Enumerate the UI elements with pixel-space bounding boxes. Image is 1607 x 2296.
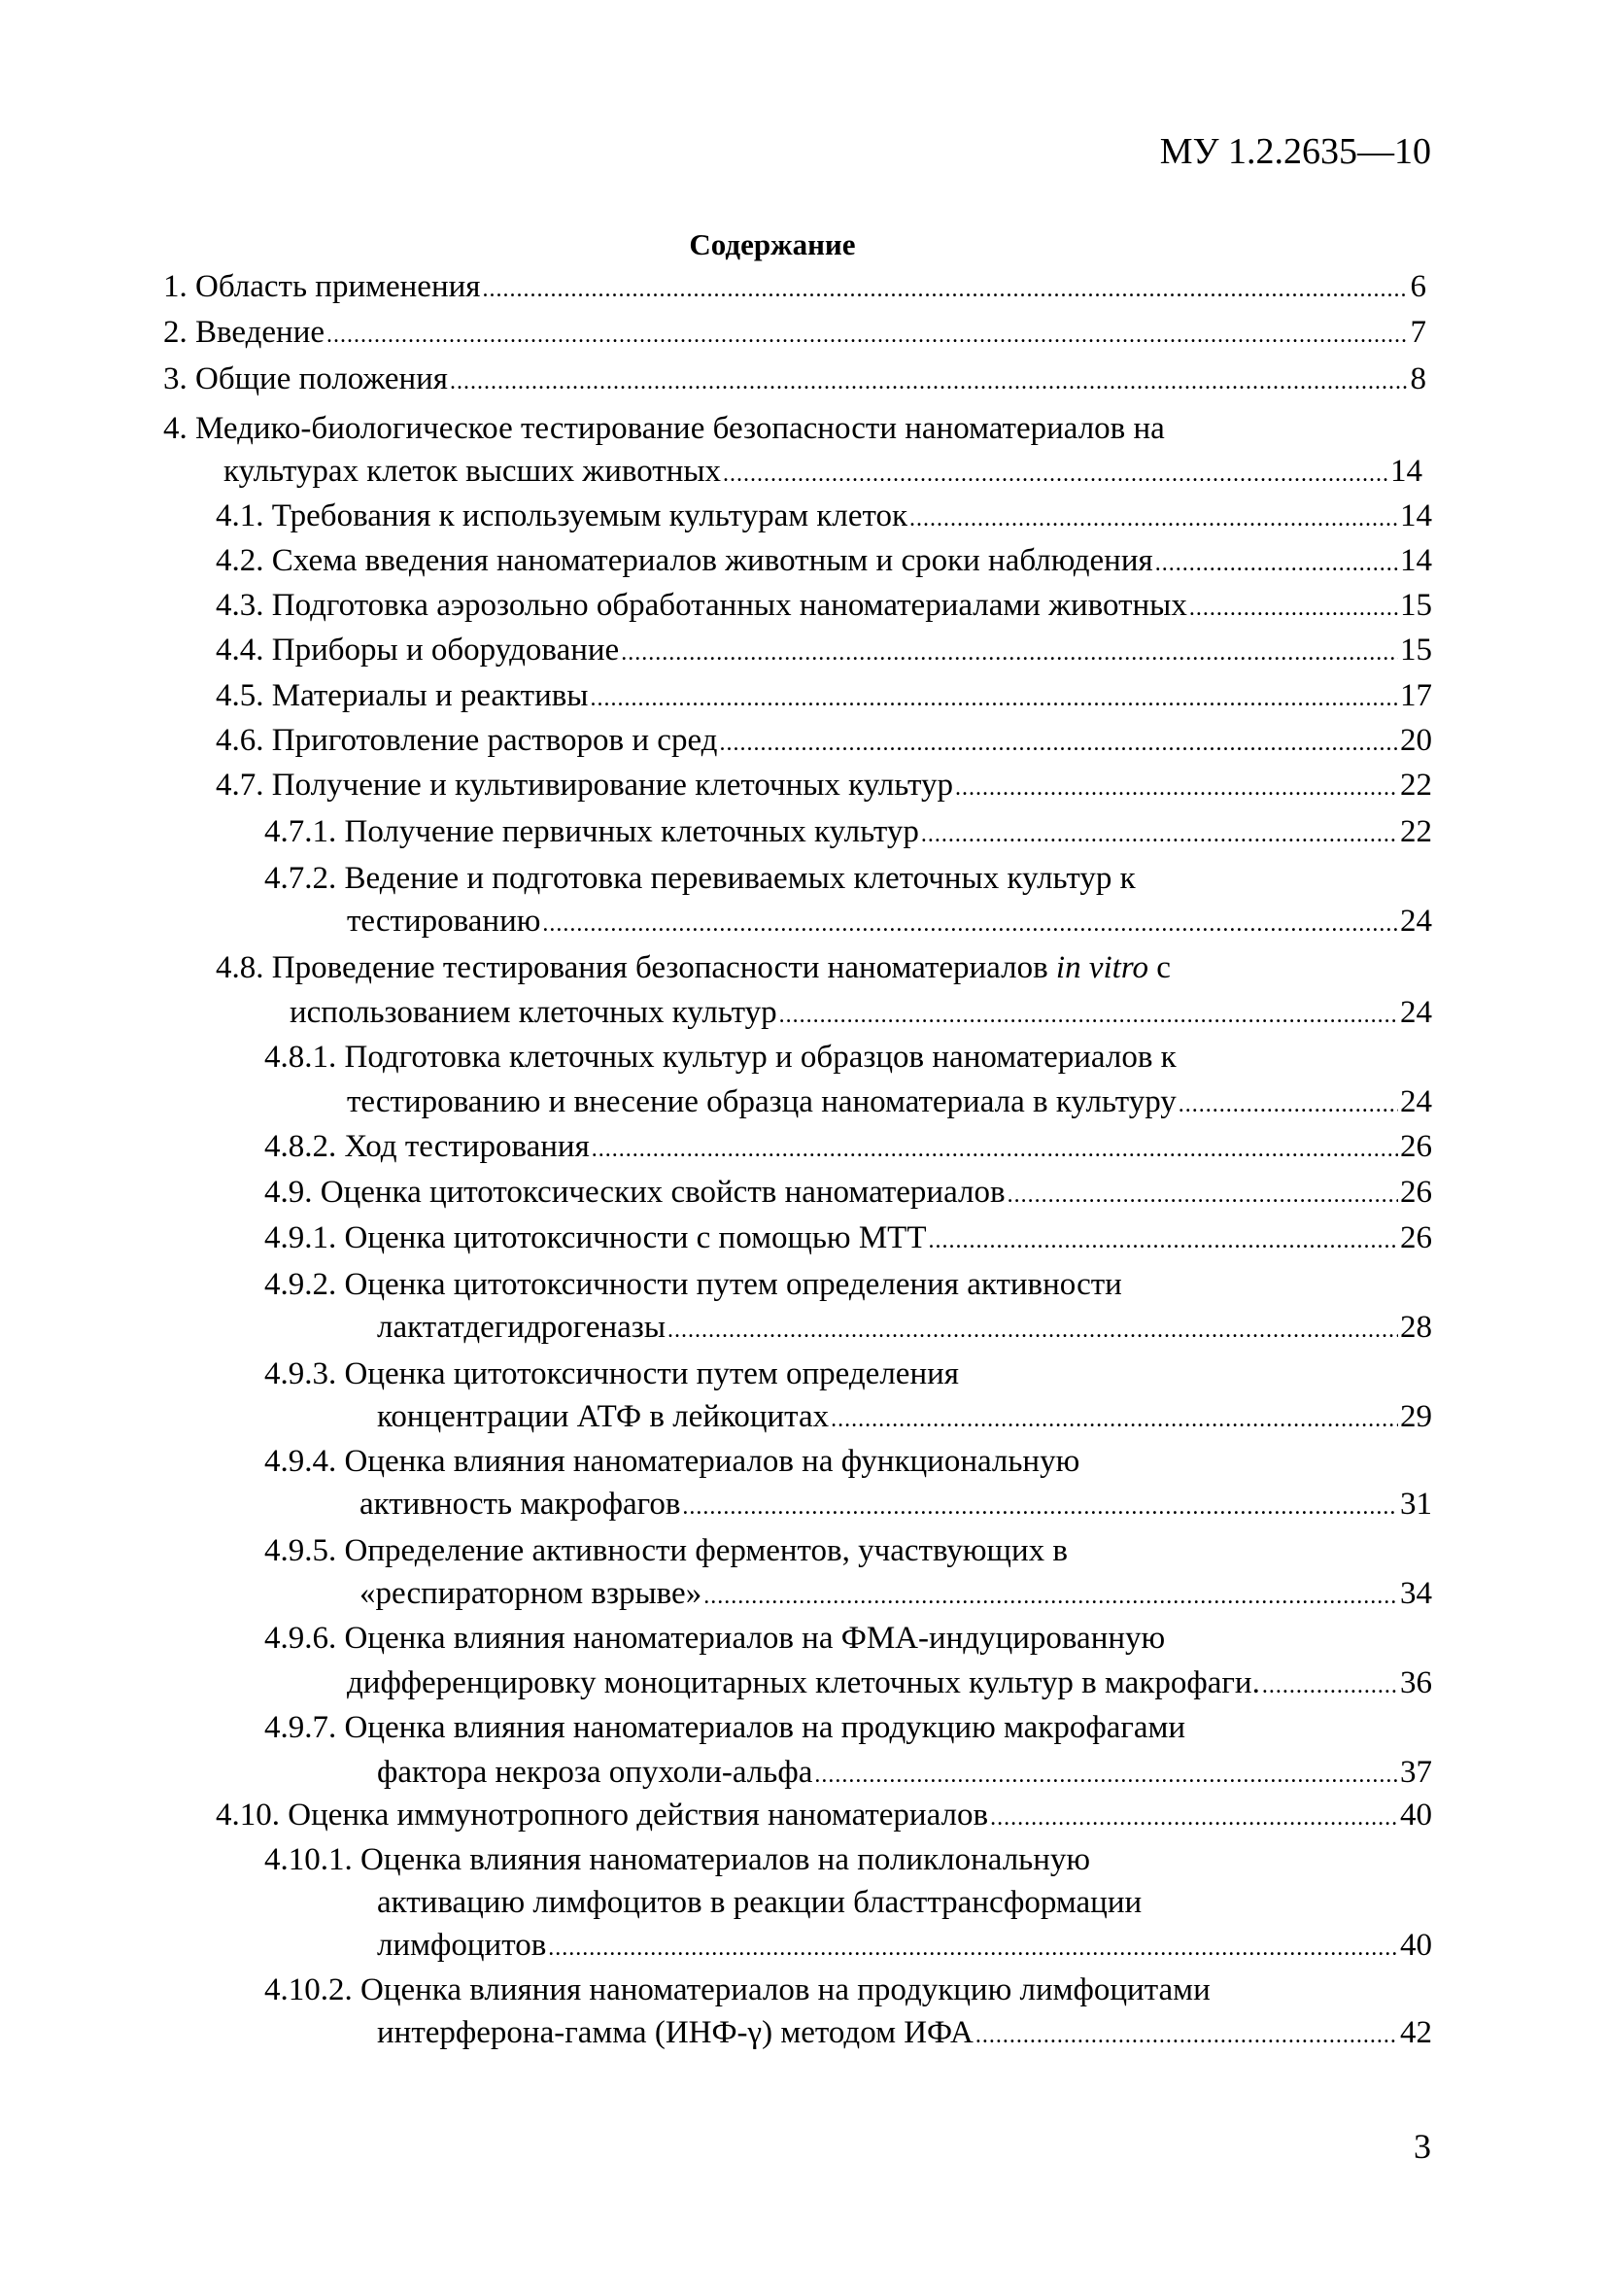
dot-leader bbox=[621, 641, 1398, 665]
toc-entry bbox=[264, 1042, 1432, 1074]
toc-entry-text: 4.7. Получение и культивирование клеточных культур bbox=[216, 768, 954, 803]
dot-leader bbox=[814, 1764, 1398, 1787]
toc-entry-text: интерферона-гамма (ИНФ-γ) методом ИФА bbox=[377, 2015, 974, 2050]
toc-entry-text: активность макрофагов bbox=[359, 1487, 681, 1522]
toc-entry-text: 4.7.1. Получение первичных клеточных культур bbox=[264, 814, 919, 849]
toc-entry bbox=[216, 952, 1432, 984]
toc-page-number: 7 bbox=[1410, 315, 1426, 350]
toc-page-number: 31 bbox=[1400, 1487, 1432, 1522]
toc-page-number: 36 bbox=[1400, 1665, 1432, 1700]
toc-page-number: 40 bbox=[1400, 1798, 1432, 1833]
toc-page-number: 24 bbox=[1400, 995, 1432, 1030]
toc-entry-text: 4. Медико-биологическое тестирование безопасности наноматериалов на bbox=[163, 411, 1165, 446]
toc-entry bbox=[264, 1844, 1432, 1876]
toc-entry bbox=[163, 413, 1426, 445]
toc-entry bbox=[216, 770, 1432, 802]
toc-page-number: 34 bbox=[1400, 1576, 1432, 1611]
toc-entry-text: 4.10.1. Оценка влияния наноматериалов на поликлональную bbox=[264, 1842, 1091, 1877]
toc-entry-continuation bbox=[377, 1401, 1432, 1433]
toc-page-number: 22 bbox=[1400, 814, 1432, 849]
toc-entry bbox=[264, 816, 1432, 848]
toc-entry-continuation bbox=[377, 1312, 1432, 1344]
toc-entry-continuation bbox=[377, 2017, 1432, 2049]
toc-page-number: 26 bbox=[1400, 1175, 1432, 1210]
toc-page-number: 15 bbox=[1400, 633, 1432, 668]
toc-entry-continuation bbox=[377, 1757, 1432, 1789]
toc-entry-continuation bbox=[223, 456, 1422, 488]
toc-page-number: 28 bbox=[1400, 1310, 1432, 1345]
dot-leader bbox=[955, 776, 1398, 800]
toc-entry-text: дифференцировку моноцитарных клеточных культур в макрофаги. bbox=[347, 1665, 1260, 1700]
toc-entry bbox=[163, 271, 1426, 303]
toc-entry-text: 4.9.7. Оценка влияния наноматериалов на продукцию макрофагами bbox=[264, 1710, 1186, 1745]
toc-entry bbox=[216, 500, 1432, 532]
toc-entry-text: 4.9.5. Определение активности ферментов, участвующих в bbox=[264, 1533, 1068, 1568]
toc-entry-text: 4.9.3. Оценка цитотоксичности путем определения bbox=[264, 1356, 959, 1391]
toc-entry bbox=[264, 1177, 1432, 1209]
dot-leader bbox=[542, 912, 1398, 936]
dot-leader bbox=[703, 1585, 1398, 1608]
toc-entry-text: 4.4. Приборы и оборудование bbox=[216, 633, 620, 668]
dot-leader bbox=[548, 1936, 1398, 1960]
toc-entry bbox=[264, 1712, 1432, 1744]
toc-page-number: 20 bbox=[1400, 723, 1432, 758]
toc-entry-text: концентрации АТФ в лейкоцитах bbox=[377, 1399, 830, 1434]
toc-entry-text: использованием клеточных культур bbox=[290, 995, 777, 1030]
toc-entry bbox=[216, 1799, 1432, 1832]
toc-entry-text: 2. Введение bbox=[163, 315, 325, 350]
dot-leader bbox=[1155, 552, 1398, 575]
toc-page-number: 24 bbox=[1400, 1084, 1432, 1119]
toc-entry-text: лактатдегидрогеназы bbox=[377, 1310, 666, 1345]
toc-page-number: 15 bbox=[1400, 588, 1432, 623]
dot-leader bbox=[990, 1806, 1398, 1830]
toc-page-number: 8 bbox=[1410, 361, 1426, 396]
toc-entry-text: 3. Общие положения bbox=[163, 361, 448, 396]
dot-leader bbox=[921, 823, 1398, 846]
toc-entry-text: 4.9.4. Оценка влияния наноматериалов на функциональную bbox=[264, 1444, 1080, 1479]
toc-page-number: 22 bbox=[1400, 768, 1432, 803]
toc-entry-text: 4.10.2. Оценка влияния наноматериалов на продукцию лимфоцитами bbox=[264, 1972, 1211, 2007]
toc-entry-text: тестированию bbox=[347, 904, 541, 939]
toc-entry-text: культурах клеток высших животных bbox=[223, 454, 722, 489]
toc-entry-continuation bbox=[347, 906, 1432, 938]
toc-entry-continuation bbox=[290, 997, 1432, 1029]
document-code: МУ 1.2.2635—10 bbox=[1159, 131, 1431, 172]
toc-entry-text: 4.3. Подготовка аэрозольно обработанных наноматериалами животных bbox=[216, 588, 1187, 623]
toc-entry-text: 4.8.1. Подготовка клеточных культур и образцов наноматериалов к bbox=[264, 1040, 1177, 1075]
toc-page-number: 14 bbox=[1400, 498, 1432, 533]
toc-entry-text: 4.8.2. Ход тестирования bbox=[264, 1129, 590, 1164]
toc-entry-text: 1. Область применения bbox=[163, 269, 481, 304]
toc-entry bbox=[264, 1358, 1432, 1390]
toc-page-number: 26 bbox=[1400, 1129, 1432, 1164]
toc-entry bbox=[216, 680, 1432, 712]
toc-entry-text-part: 4.8. Проведение тестирования безопасности наноматериалов bbox=[216, 950, 1056, 985]
toc-entry bbox=[163, 363, 1426, 395]
toc-entry-text: 4.10. Оценка иммунотропного действия наноматериалов bbox=[216, 1798, 989, 1833]
dot-leader bbox=[929, 1229, 1399, 1252]
toc-entry bbox=[264, 863, 1432, 895]
dot-leader bbox=[682, 1495, 1398, 1519]
toc-page-number: 17 bbox=[1400, 678, 1432, 713]
dot-leader bbox=[592, 1138, 1398, 1161]
toc-entry bbox=[264, 1623, 1432, 1655]
toc-entry-continuation bbox=[377, 1887, 1432, 1919]
toc-title: Содержание bbox=[689, 227, 856, 261]
toc-entry-text: 4.6. Приготовление растворов и сред bbox=[216, 723, 718, 758]
toc-entry bbox=[264, 1974, 1432, 2006]
dot-leader bbox=[1008, 1183, 1398, 1207]
dot-leader bbox=[482, 278, 1408, 301]
toc-entry-text: активацию лимфоцитов в реакции бласттрансформации bbox=[377, 1885, 1143, 1920]
toc-entry-continuation bbox=[347, 1086, 1432, 1118]
page-number: 3 bbox=[1414, 2127, 1431, 2166]
toc-entry-continuation bbox=[359, 1489, 1432, 1521]
toc-entry-text: 4.1. Требования к используемым культурам клеток bbox=[216, 498, 908, 533]
toc-entry-text: 4.5. Материалы и реактивы bbox=[216, 678, 589, 713]
toc-entry-text: 4.9.6. Оценка влияния наноматериалов на ФМА-индуцированную bbox=[264, 1621, 1166, 1656]
dot-leader bbox=[719, 732, 1398, 755]
dot-leader bbox=[723, 463, 1388, 486]
toc-entry bbox=[264, 1131, 1432, 1163]
toc-page-number: 14 bbox=[1400, 543, 1432, 578]
toc-page-number: 37 bbox=[1400, 1755, 1432, 1790]
toc-entry-text-part: с bbox=[1147, 950, 1171, 985]
toc-entry bbox=[216, 634, 1432, 667]
toc-entry-italic-text: in vitro bbox=[1055, 950, 1148, 985]
toc-entry-text: 4.9.1. Оценка цитотоксичности с помощью МТТ bbox=[264, 1220, 927, 1255]
toc-entry bbox=[264, 1269, 1432, 1301]
toc-entry-text: фактора некроза опухоли-альфа bbox=[377, 1755, 813, 1790]
toc-entry bbox=[264, 1222, 1432, 1254]
toc-page-number: 14 bbox=[1390, 454, 1422, 489]
toc-page-number: 26 bbox=[1400, 1220, 1432, 1255]
dot-leader bbox=[667, 1319, 1398, 1342]
toc-entry bbox=[216, 725, 1432, 757]
toc-entry-continuation bbox=[359, 1578, 1432, 1610]
dot-leader bbox=[1262, 1674, 1398, 1697]
dot-leader bbox=[326, 324, 1408, 347]
toc-entry-text: 4.2. Схема введения наноматериалов животным и сроки наблюдения bbox=[216, 543, 1153, 578]
toc-page-number: 6 bbox=[1410, 269, 1426, 304]
toc-entry-continuation bbox=[377, 1930, 1432, 1962]
dot-leader bbox=[909, 507, 1398, 531]
toc-entry bbox=[163, 317, 1426, 349]
toc-entry bbox=[264, 1535, 1432, 1567]
toc-entry-text: тестированию и внесение образца наноматериала в культуру bbox=[347, 1084, 1177, 1119]
toc-entry-text: 4.7.2. Ведение и подготовка перевиваемых клеточных культур к bbox=[264, 861, 1136, 896]
toc-entry-text bbox=[216, 952, 1171, 984]
dot-leader bbox=[779, 1004, 1398, 1027]
dot-leader bbox=[450, 370, 1409, 394]
toc-page-number: 29 bbox=[1400, 1399, 1432, 1434]
dot-leader bbox=[590, 687, 1398, 710]
toc-page-number: 42 bbox=[1400, 2015, 1432, 2050]
dot-leader bbox=[1189, 597, 1398, 620]
toc-entry-text: лимфоцитов bbox=[377, 1928, 547, 1963]
toc-entry bbox=[264, 1446, 1432, 1478]
dot-leader bbox=[975, 2024, 1398, 2047]
toc-page-number: 24 bbox=[1400, 904, 1432, 939]
toc-entry-text: 4.9.2. Оценка цитотоксичности путем определения активности bbox=[264, 1267, 1122, 1302]
toc-entry-continuation bbox=[347, 1667, 1432, 1699]
toc-entry bbox=[216, 545, 1432, 577]
toc-entry-text: «респираторном взрыве» bbox=[359, 1576, 702, 1611]
toc-entry bbox=[216, 590, 1432, 622]
dot-leader bbox=[1179, 1093, 1398, 1116]
dot-leader bbox=[831, 1408, 1398, 1431]
toc-page-number: 40 bbox=[1400, 1928, 1432, 1963]
toc-entry-text: 4.9. Оценка цитотоксических свойств наноматериалов bbox=[264, 1175, 1006, 1210]
